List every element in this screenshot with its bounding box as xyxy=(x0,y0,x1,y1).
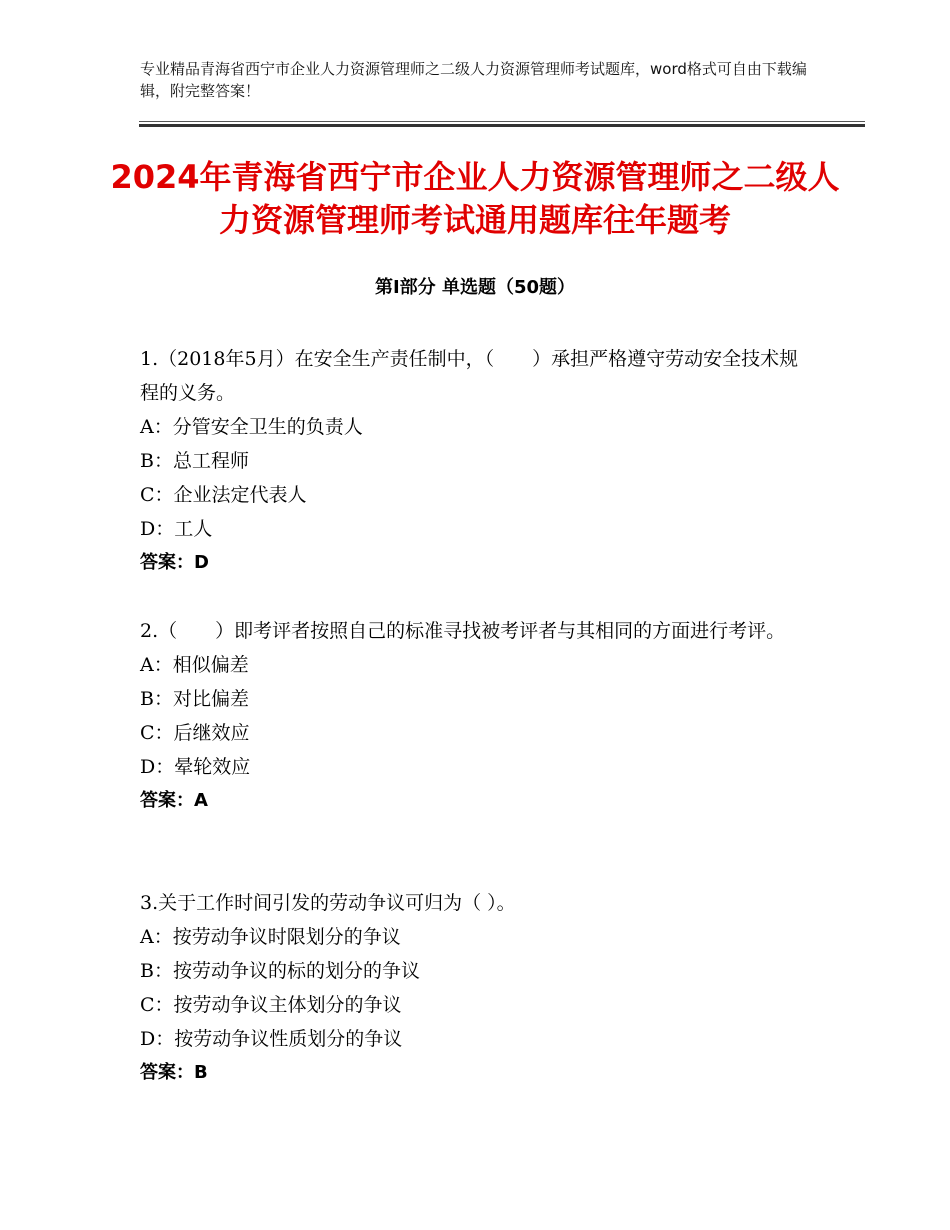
option-d: D：工人 xyxy=(140,518,213,540)
option-b: B：按劳动争议的标的划分的争议 xyxy=(140,960,420,982)
header-divider-thin xyxy=(139,121,865,122)
answer: 答案：D xyxy=(140,552,209,573)
document-title: 2024年青海省西宁市企业人力资源管理师之二级人力资源管理师考试通用题库往年题考 xyxy=(110,158,840,239)
option-a: A：按劳动争议时限划分的争议 xyxy=(140,926,401,948)
question-3 xyxy=(140,886,810,1090)
question-stem: 1.（2018年5月）在安全生产责任制中，（ ）承担严格遵守劳动安全技术规程的义务。 xyxy=(140,348,799,404)
option-c: C：后继效应 xyxy=(140,722,250,744)
answer: 答案：B xyxy=(140,1062,208,1083)
section-title: 第Ⅰ部分 单选题（50题） xyxy=(374,277,575,298)
question-stem: 2.（ ）即考评者按照自己的标准寻找被考评者与其相同的方面进行考评。 xyxy=(140,620,786,642)
option-c: C：企业法定代表人 xyxy=(140,484,307,506)
option-b: B：对比偏差 xyxy=(140,688,249,710)
option-a: A：相似偏差 xyxy=(140,654,249,676)
question-stem: 3.关于工作时间引发的劳动争议可归为（ ）。 xyxy=(140,892,516,914)
option-c: C：按劳动争议主体划分的争议 xyxy=(140,994,402,1016)
option-d: D：晕轮效应 xyxy=(140,756,251,778)
question-2 xyxy=(140,614,810,818)
option-d: D：按劳动争议性质划分的争议 xyxy=(140,1028,403,1050)
header-divider-thick xyxy=(139,124,865,127)
answer: 答案：A xyxy=(140,790,208,811)
option-a: A：分管安全卫生的负责人 xyxy=(140,416,363,438)
header-note: 专业精品青海省西宁市企业人力资源管理师之二级人力资源管理师考试题库，word格式可自由下载编辑，附完整答案！ xyxy=(140,60,807,100)
question-1 xyxy=(140,342,810,580)
option-b: B：总工程师 xyxy=(140,450,249,472)
